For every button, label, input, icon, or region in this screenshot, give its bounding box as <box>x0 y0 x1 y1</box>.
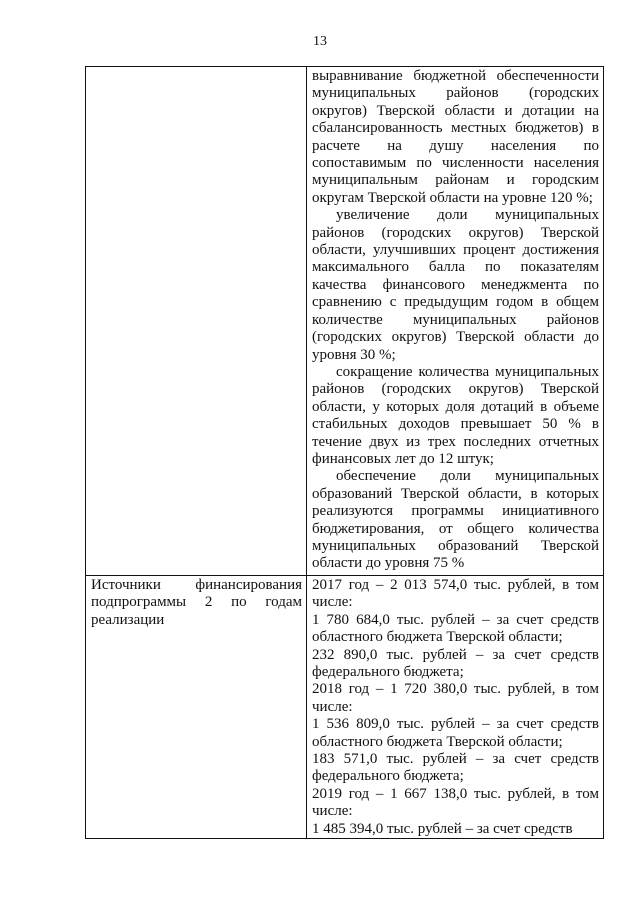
page-number: 13 <box>313 34 327 49</box>
paragraph: выравнивание бюджетной обеспеченности муниципальных районов (городских округов) Тверской области и дотации на сбалансированность местных бюджетов) в расчете на душу населения по сопоставимым по численности населения муниципальным районам и городским округам Тверской области на уровне 120 %; <box>312 68 599 206</box>
row-content-cell <box>307 576 604 839</box>
passport-table <box>85 66 604 839</box>
paragraph: 1 485 394,0 тыс. рублей – за счет средств <box>312 820 573 837</box>
row-label-cell <box>86 67 307 576</box>
paragraph: 183 571,0 тыс. рублей – за счет средств федерального бюджета; <box>312 751 599 785</box>
row-label-cell <box>86 576 307 839</box>
table-row <box>86 67 604 576</box>
paragraph: 232 890,0 тыс. рублей – за счет средств федерального бюджета; <box>312 646 599 681</box>
paragraph: увеличение доли муниципальных районов (городских округов) Тверской области, улучшивших процент достижения максимального балла по показателям качества финансового менеджмента по сравнению с предыдущим годом в общем количестве муниципальных районов (городских округов) Тверской области до уровня 30 %; <box>312 207 599 363</box>
row-content-cell <box>307 67 604 576</box>
paragraph: 2017 год – 2 013 574,0 тыс. рублей, в том числе: <box>312 577 599 611</box>
paragraph: 2019 год – 1 667 138,0 тыс. рублей, в том числе: <box>312 785 599 820</box>
row-label: Источники финансирования подпрограммы 2 по годам реализации <box>91 577 302 628</box>
paragraph: обеспечение доли муниципальных образований Тверской области, в которых реализуются программы инициативного бюджетирования, от общего количества муниципальных образований Тверской области до уровня 75 % <box>312 468 599 572</box>
table-row <box>86 576 604 839</box>
paragraph: 1 536 809,0 тыс. рублей – за счет средств областного бюджета Тверской области; <box>312 716 599 750</box>
row-content <box>312 577 599 838</box>
paragraph: 2018 год – 1 720 380,0 тыс. рублей, в том числе: <box>312 681 599 715</box>
paragraph: 1 780 684,0 тыс. рублей – за счет средств областного бюджета Тверской области; <box>312 611 599 646</box>
paragraph: сокращение количества муниципальных районов (городских округов) Тверской области, у которых доля дотаций в объеме стабильных доходов превышает 50 % в течение двух из трех последних отчетных финансовых лет до 12 штук; <box>312 363 599 467</box>
row-content <box>312 68 599 573</box>
